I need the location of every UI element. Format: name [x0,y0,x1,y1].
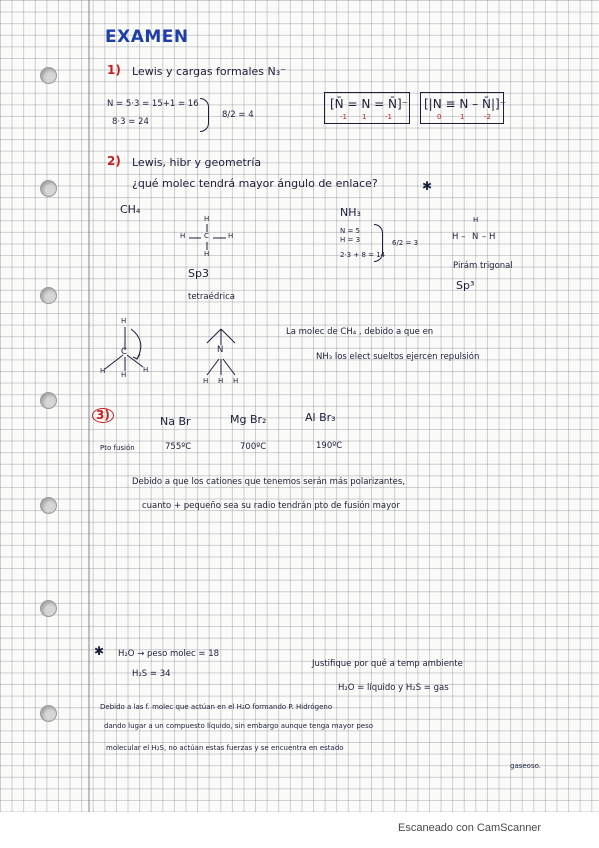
star-mark: ✱ [94,644,105,658]
melting-point: 700ºC [240,442,267,452]
question-2-prompt: ¿qué molec tendrá mayor ángulo de enlace? [132,177,378,190]
binder-hole [40,67,57,84]
sketch-atom: H [218,377,224,385]
formal-charge: -1 [385,113,392,121]
nh3-calc: 2·3 + 8 = 14 [340,251,386,259]
molecular-weight: H₂S = 34 [132,669,171,679]
melting-point: 755ºC [165,442,192,452]
nh3-geometry: Pirám trigonal [453,261,513,271]
question-2-heading: Lewis, hibr y geometría [132,156,262,169]
electron-count-1: N = 5·3 = 15+1 = 16 [107,99,199,109]
question-4-answer: dando lugar a un compuesto líquido, sin embargo aunque tenga mayor peso [104,722,374,730]
margin-line [88,0,90,812]
binder-hole [40,497,57,514]
formal-charge: 1 [460,113,465,121]
star-mark: ✱ [422,179,433,193]
question-1-number: 1) [107,63,121,77]
binder-hole [40,600,57,617]
compound: Mg Br₂ [230,413,267,426]
question-3-answer: cuanto + pequeño sea su radio tendrán pto de fusión mayor [142,501,400,511]
question-2-number: 2) [107,154,121,168]
question-3-number: 3) [92,408,114,423]
compound: Na Br [160,415,191,428]
molecular-weight: H₂O → peso molec = 18 [118,649,220,659]
bond-count-result: 8/2 = 4 [222,110,254,120]
question-3-answer: Debido a que los cationes que tenemos serán más polarizantes, [132,477,406,487]
compound: Al Br₃ [305,411,336,424]
ch4-atom: C [204,232,209,240]
page-title: EXAMEN [105,27,189,47]
ch4-atom: H [180,232,186,240]
sketch-atom: H [121,317,127,325]
ch4-atom: H [228,232,234,240]
question-4-answer: Debido a las f. molec que actúan en el H₂O formando P. Hidrógeno [100,703,333,711]
formal-charge: 1 [362,113,367,121]
question-2-answer: NH₃ los elect sueltos ejercen repulsión [316,352,480,362]
sketch-atom: H [233,377,239,385]
melting-point-label: Pto fusión [100,444,135,452]
question-1-heading: Lewis y cargas formales N₃⁻ [132,65,286,78]
nh3-atom: N [472,232,479,242]
sketch-atom: H [203,377,209,385]
bracket [200,98,209,132]
ch4-label: CH₄ [120,203,141,216]
ch4-atom: H [204,215,210,223]
binder-hole [40,705,57,722]
binder-hole [40,180,57,197]
melting-point: 190ºC [316,441,343,451]
question-2-answer: La molec de CH₄ , debido a que en [286,327,434,337]
formal-charge: 0 [437,113,442,121]
binder-hole [40,287,57,304]
scanner-watermark: Escaneado con CamScanner [398,822,542,834]
ch4-bonds [180,210,240,260]
ch4-geometry: tetraédrica [188,292,235,302]
nh3-hybridization: Sp³ [456,279,475,292]
lewis-structure-1: [N̄ = N = N̄]⁻ [330,97,408,111]
binder-hole [40,392,57,409]
sketch-atom: C [121,347,127,357]
formal-charge: -2 [484,113,491,121]
question-4-prompt: Justifique por qué a temp ambiente [312,659,463,669]
nh3-atom: – H [482,232,496,242]
nh3-result: 6/2 = 3 [392,239,419,247]
sketch-atom: H [100,367,106,375]
nh3-atom: H [473,216,479,224]
electron-count-2: 8·3 = 24 [112,117,149,127]
nh3-atom: H – [452,232,466,242]
formal-charge: -1 [340,113,347,121]
question-4-prompt: H₂O = líquido y H₂S = gas [338,683,449,693]
nh3-label: NH₃ [340,206,361,219]
ch4-atom: H [204,250,210,258]
nh3-calc: N = 5 [340,227,361,235]
lewis-structure-2: [|N ≡ N – N̄|]⁻ [424,97,507,111]
nh3-calc: H = 3 [340,236,361,244]
ch4-hybridization: Sp3 [188,267,209,280]
question-4-answer: molecular el H₂S, no actúan estas fuerzas y se encuentra en estado [106,744,344,752]
sketch-atom: H [121,371,127,379]
bracket [374,224,383,262]
sketch-atom: N [217,345,224,355]
sketch-atom: H [143,366,149,374]
question-4-answer: gaseoso. [510,762,542,770]
